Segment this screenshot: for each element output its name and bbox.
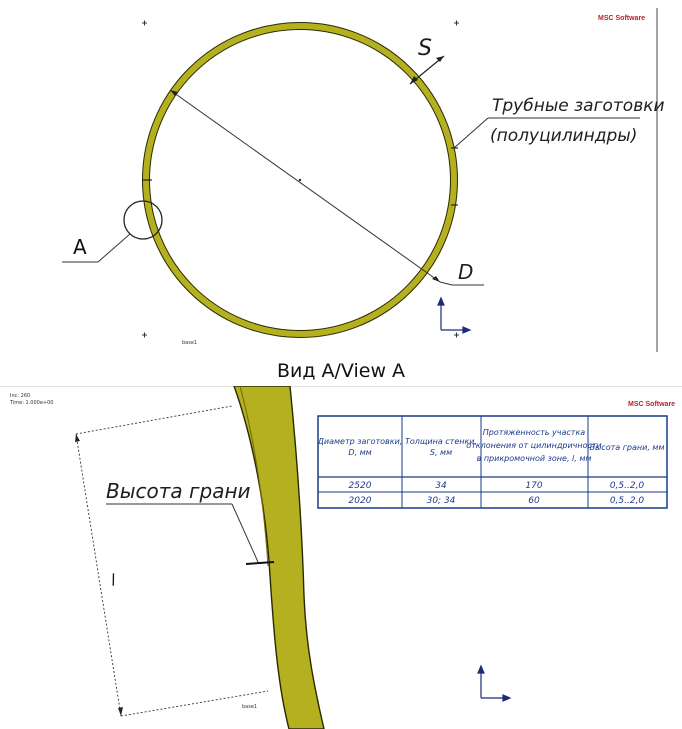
- cell-r1-face-height: 0,5..2,0: [609, 481, 645, 491]
- cell-r2-thickness: 30; 34: [426, 496, 456, 506]
- header-thickness-2: S, мм: [429, 448, 453, 457]
- parameters-table: [317, 416, 667, 508]
- axis-triad-bottom: [478, 666, 510, 701]
- blanks-leader: [454, 118, 488, 148]
- label-blanks-line2: (полуцилиндры): [490, 126, 638, 146]
- footer-top: base1: [182, 340, 198, 346]
- face-height-leader: [232, 504, 258, 562]
- center-point: [299, 179, 301, 181]
- header-face-height: Высота грани, мм: [589, 443, 665, 452]
- info-line1: Inc: 260: [10, 393, 31, 399]
- label-blanks-line1: Трубные заготовки: [492, 96, 665, 116]
- cell-r2-length: 60: [528, 496, 540, 506]
- footer-bottom: base1: [242, 704, 258, 710]
- cell-r1-thickness: 34: [435, 481, 447, 491]
- brand-logo-bottom: MSC Software: [628, 401, 676, 408]
- pipe-section-drawing: [0, 0, 682, 356]
- cell-r1-length: 170: [525, 481, 543, 491]
- dimension-l-frame: [76, 406, 268, 716]
- detail-view-panel: [0, 386, 682, 729]
- header-length-2: отклонения от цилиндричности: [466, 441, 602, 450]
- cell-r2-face-height: 0,5..2,0: [609, 496, 645, 506]
- header-diameter-1: Диаметр заготовки,: [317, 437, 403, 446]
- d-leader: [440, 282, 452, 285]
- diameter-line: [170, 90, 440, 282]
- seam-marks: [143, 148, 458, 205]
- header-length-3: в прикромочной зоне, l, мм: [476, 454, 592, 463]
- top-view-panel: [0, 0, 682, 356]
- pipe-wall-section: [234, 386, 324, 729]
- info-line2: Time: 1.000e+00: [10, 400, 54, 406]
- label-face-height: Высота грани: [106, 479, 251, 503]
- cell-r1-diameter: 2520: [348, 481, 372, 491]
- header-thickness-1: Толщина стенки,: [404, 437, 478, 446]
- detail-view-drawing: [0, 386, 682, 729]
- l-arrow-bottom: [118, 707, 123, 716]
- label-s: S: [418, 36, 432, 61]
- view-a-caption: Вид A/View A: [276, 360, 406, 382]
- header-diameter-2: D, мм: [348, 448, 372, 457]
- label-l: l: [109, 570, 118, 590]
- detail-a-circle: [124, 201, 162, 239]
- label-d: D: [458, 260, 474, 284]
- a-leader: [98, 234, 130, 262]
- label-a: A: [73, 235, 87, 259]
- axis-triad: [438, 298, 470, 333]
- brand-logo-top: MSC Software: [598, 15, 646, 22]
- header-length-1: Протяженность участка: [482, 428, 586, 437]
- cell-r2-diameter: 2020: [348, 496, 372, 506]
